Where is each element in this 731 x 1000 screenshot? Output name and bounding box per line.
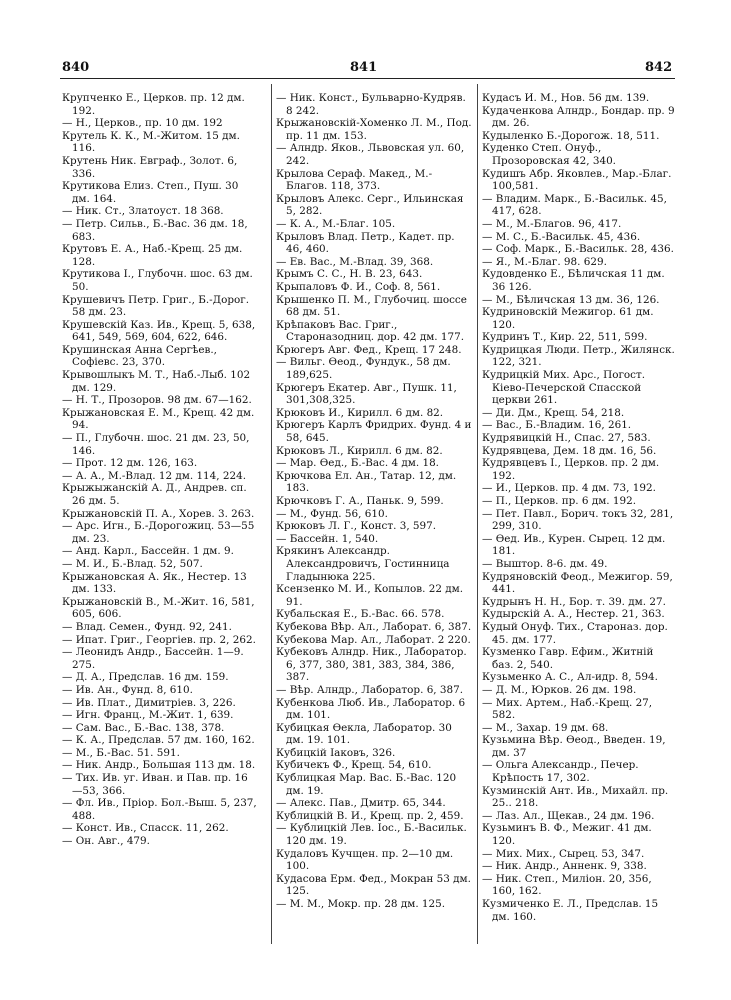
- directory-entry: Кубекова Мар. Ал., Лаборат. 2 220.: [276, 633, 471, 646]
- header-rule: [60, 78, 675, 79]
- directory-entry: Крюгеръ Авг. Фед., Крещ. 17 248.: [276, 343, 462, 356]
- directory-entry: Крутень Ник. Евграф., Золот. 6, 336.: [62, 154, 238, 180]
- directory-entry: Кудрявцева, Дем. 18 дм. 16, 56.: [482, 444, 657, 457]
- directory-entry: — М. И., Б.-Влад. 52, 507.: [62, 557, 203, 570]
- directory-entry: — Н. Т., Прозоров. 98 дм. 67—162.: [62, 394, 252, 407]
- directory-entry: — И., Церков. пр. 4 дм. 73, 192.: [482, 482, 656, 495]
- directory-entry: Кудрицкій Мих. Арс., Погост. Кіево-Печерской Спасской церкви 261.: [482, 369, 646, 407]
- directory-entry: Крутикова Елиз. Степ., Пуш. 30 дм. 164.: [62, 180, 239, 205]
- directory-entry: Кудаловъ Кучщен. пр. 2—10 дм. 100.: [276, 847, 454, 873]
- directory-entry: — Ив. Плат., Димитріев. 3, 226.: [62, 696, 236, 709]
- directory-entry: Крыжановская А. Як., Нестер. 13 дм. 133.: [62, 570, 247, 596]
- directory-entry: Крыпаловъ Ф. И., Соф. 8, 561.: [276, 280, 441, 293]
- directory-entry: Крыжановскій П. А., Хорев. 3. 263.: [62, 507, 255, 520]
- directory-entry: — Лаз. Ал., Щекав., 24 дм. 196.: [482, 809, 655, 822]
- directory-entry: — Д. М., Юрков. 26 дм. 198.: [482, 683, 637, 696]
- directory-entry: Кудрицкая Люди. Петр., Жилянск. 122, 321.: [482, 343, 675, 369]
- directory-entry: Кудриновскій Межигор. 61 дм. 120.: [482, 306, 654, 331]
- directory-entry: — М., Бѣличская 13 дм. 36, 126.: [482, 293, 660, 306]
- directory-entry: Крыжановскій В., М.-Жит. 16, 581, 605, 606.: [62, 595, 255, 621]
- directory-entry: — Анд. Карл., Бассейн. 1 дм. 9.: [62, 545, 234, 558]
- directory-entry: Крыловъ Влад. Петр., Кадет. пр. 46, 460.: [276, 230, 455, 256]
- directory-entry: Кудасъ И. М., Нов. 56 дм. 139.: [482, 92, 650, 104]
- directory-entry: — М., М.-Благов. 96, 417.: [482, 217, 622, 230]
- directory-entry: — Конст. Ив., Спасск. 11, 262.: [62, 822, 229, 835]
- column-divider: [477, 84, 478, 944]
- directory-entry: — Он. Авг., 479.: [62, 835, 150, 848]
- directory-entry: — Алекс. Пав., Дмитр. 65, 344.: [276, 797, 446, 810]
- directory-entry: — Петр. Сильв., Б.-Вас. 36 дм. 18, 683.: [62, 217, 248, 243]
- directory-entry: Кузменко Гавр. Ефим., Житній баз. 2, 540.: [482, 646, 654, 671]
- directory-entry: Крышенко П. М., Глубочиц. шоссе 68 дм. 51.: [276, 293, 467, 319]
- directory-entry: — Ник. Андр., Большая 113 дм. 18.: [62, 759, 256, 772]
- directory-entry: — К. А., М.-Благ. 105.: [276, 217, 396, 230]
- directory-entry: Кузмиченко Е. Л., Предслав. 15 дм. 160.: [482, 898, 659, 923]
- directory-entry: Крюгеръ Карлъ Фридрих. Фунд. 4 и 58, 645.: [276, 419, 472, 445]
- directory-entry: Кудрявцевъ I., Церков. пр. 2 дм. 192.: [482, 457, 660, 482]
- directory-entry: Крылова Сераф. Макед., М.-Благов. 118, 373.: [276, 167, 433, 193]
- directory-entry: — Кублицкій Лев. Іос., Б.-Васильк. 120 дм. 19.: [276, 822, 467, 848]
- directory-entry: Крушевичъ Петр. Григ., Б.-Дорог. 58 дм. 23.: [62, 293, 250, 319]
- directory-entry: — Ник. Степ., Миліон. 20, 356, 160, 162.: [482, 872, 652, 898]
- directory-entry: Крюковъ Л. Г., Конст. 3, 597.: [276, 520, 437, 533]
- directory-entry: Крушинская Анна Сергѣев., Софіевс. 23, 370.: [62, 343, 217, 369]
- directory-entry: Крякинъ Александр. Александровичъ, Гостинница Гладынюка 225.: [276, 545, 450, 583]
- directory-entry: — М., Захар. 19 дм. 68.: [482, 721, 609, 734]
- directory-entry: Кузьминъ В. Ф., Межиг. 41 дм. 120.: [482, 822, 652, 848]
- directory-entry: — Выштор. 8-6. дм. 49.: [482, 557, 608, 570]
- directory-entry: Крюковъ Л., Кирилл. 6 дм. 82.: [276, 444, 443, 457]
- directory-entry: Кудринъ Т., Кир. 22, 511, 599.: [482, 331, 648, 344]
- directory-entry: — Вѣр. Алндр., Лаборатор. 6, 387.: [276, 683, 464, 696]
- directory-entry: Крутель К. К., М.-Житом. 15 дм. 116.: [62, 129, 240, 155]
- column-left: [62, 92, 258, 848]
- directory-entry: Крыжановская Е. М., Крещ. 42 дм. 94.: [62, 406, 255, 432]
- directory-entry: — Ник. Ст., Златоуст. 18 368.: [62, 205, 224, 218]
- directory-entry: — Ев. Вас., М.-Влад. 39, 368.: [276, 255, 434, 268]
- directory-entry: Крутикова I., Глубочн. шос. 63 дм. 50.: [62, 268, 253, 293]
- directory-entry: — Вильг. Өеод., Фундук., 58 дм. 189,625.: [276, 356, 451, 382]
- directory-entry: — Пет. Павл., Борич. токъ 32, 281, 299, 310.: [482, 507, 674, 533]
- directory-entry: — П., Глубочн. шос. 21 дм. 23, 50, 146.: [62, 432, 250, 457]
- directory-entry: Крывошлыкъ М. Т., Наб.-Лыб. 102 дм. 129.: [62, 369, 251, 394]
- directory-entry: — Ди. Дм., Крещ. 54, 218.: [482, 406, 625, 419]
- directory-entry: Ксензенко М. И., Копылов. 22 дм. 91.: [276, 583, 464, 608]
- column-middle: [276, 92, 472, 911]
- page-number-center: 841: [350, 60, 378, 75]
- directory-entry: — Н., Церков., пр. 10 дм. 192: [62, 117, 223, 130]
- directory-entry: — М. С., Б.-Васильк. 45, 436.: [482, 230, 641, 243]
- directory-entry: — Алндр. Яков., Львовская ул. 60, 242.: [276, 142, 465, 167]
- directory-entry: Крюковъ И., Кирилл. 6 дм. 82.: [276, 406, 444, 419]
- directory-entry: Кубичекъ Ф., Крещ. 54, 610.: [276, 759, 432, 772]
- directory-entry: Кудырскій А. А., Нестер. 21, 363.: [482, 608, 665, 621]
- column-right: [482, 92, 678, 923]
- directory-entry: Кубекова Вѣр. Ал., Лаборат. 6, 387.: [276, 620, 472, 633]
- directory-entry: — Мих. Мих., Сырец. 53, 347.: [482, 847, 645, 860]
- directory-entry: Крюгеръ Екатер. Авг., Пушк. 11, 301,308,325.: [276, 381, 457, 407]
- directory-entry: — Ник. Андр., Анненк. 9, 338.: [482, 860, 647, 873]
- directory-entry: Кудрявицкій Н., Спас. 27, 583.: [482, 432, 651, 445]
- page-number-right: 842: [645, 60, 673, 75]
- directory-entry: Кузьменко А. С., Ал-идр. 8, 594.: [482, 671, 658, 684]
- directory-entry: — Ипат. Григ., Георгіев. пр. 2, 262.: [62, 633, 256, 646]
- column-divider: [271, 84, 272, 944]
- directory-entry: Кудишъ Абр. Яковлев., Мар.-Благ. 100,581.: [482, 167, 672, 193]
- directory-entry: — Прот. 12 дм. 126, 163.: [62, 457, 198, 470]
- directory-entry: Кудасова Ерм. Фед., Мокран 53 дм. 125.: [276, 872, 471, 898]
- directory-entry: — Мар. Өед., Б.-Вас. 4 дм. 18.: [276, 457, 439, 470]
- directory-entry: — Вас., Б.-Владим. 16, 261.: [482, 419, 632, 432]
- directory-entry: — Бассейн. 1, 540.: [276, 532, 379, 545]
- directory-entry: Кудаченкова Алндр., Бондар. пр. 9 дм. 26.: [482, 104, 675, 130]
- directory-entry: Крыжановскій-Хоменко Л. М., Под. пр. 11 дм. 153.: [276, 117, 472, 142]
- directory-entry: — М., Фунд. 56, 610.: [276, 507, 388, 520]
- directory-entry: Крючковъ Г. А., Паньк. 9, 599.: [276, 495, 444, 507]
- directory-entry: Кублицкій В. И., Крещ. пр. 2, 459.: [276, 809, 464, 822]
- directory-entry: — Фл. Ив., Пріор. Бол.-Выш. 5, 237, 488.: [62, 797, 257, 822]
- directory-entry: Кубенкова Люб. Ив., Лаборатор. 6 дм. 101.: [276, 696, 466, 722]
- directory-entry: — Тих. Ив. уг. Иван. и Пав. пр. 16—53, 366.: [62, 772, 248, 797]
- directory-entry: Крупченко Е., Церков. пр. 12 дм. 192.: [62, 92, 245, 117]
- directory-entry: — Владим. Марк., Б.-Васильк. 45, 417, 628.: [482, 192, 667, 218]
- directory-entry: Кубицкій Іаковъ, 326.: [276, 746, 396, 759]
- directory-entry: Крушевскій Каз. Ив., Крещ. 5, 638, 641, 549, 569, 604, 622, 646.: [62, 318, 256, 344]
- directory-entry: Кудряновскій Феод., Межигор. 59, 441.: [482, 570, 673, 596]
- directory-entry: — А. А., М.-Влад. 12 дм. 114, 224.: [62, 469, 247, 482]
- directory-entry: — Арс. Игн., Б.-Дорогожиц. 53—55 дм. 23.: [62, 520, 255, 545]
- directory-entry: Кудыленко Б.-Дорогож. 18, 511.: [482, 129, 660, 142]
- directory-entry: Кубековъ Алндр. Ник., Лаборатор. 6, 377, 380, 381, 383, 384, 386, 387.: [276, 646, 467, 684]
- directory-entry: Крымъ С. С., Н. В. 23, 643.: [276, 268, 423, 281]
- directory-entry: — Өед. Ив., Курен. Сырец. 12 дм. 181.: [482, 532, 666, 558]
- directory-entry: Кудый Онуф. Тих., Староназ. дор. 45. дм. 177.: [482, 620, 668, 646]
- directory-entry: — Соф. Марк., Б.-Васильк. 28, 436.: [482, 243, 674, 256]
- directory-entry: — Я., М.-Благ. 98. 629.: [482, 255, 607, 268]
- directory-entry: Крутовъ Е. А., Наб.-Крещ. 25 дм. 128.: [62, 243, 243, 268]
- directory-entry: — Ольга Александр., Печер. Крѣпость 17, 302.: [482, 759, 639, 785]
- directory-entry: — Сам. Вас., Б.-Вас. 138, 378.: [62, 721, 225, 734]
- page-number-left: 840: [62, 60, 90, 75]
- directory-entry: Кудрынъ Н. Н., Бор. т. 39. дм. 27.: [482, 595, 666, 608]
- directory-entry: Кудовденко Е., Бѣличская 11 дм. 36 126.: [482, 268, 665, 293]
- directory-entry: — Игн. Франц., М.-Жит. 1, 639.: [62, 709, 234, 722]
- directory-entry: Кублицкая Мар. Вас. Б.-Вас. 120 дм. 19.: [276, 772, 457, 797]
- directory-entry: Крыловъ Алекс. Серг., Ильинская 5, 282.: [276, 192, 464, 218]
- directory-entry: Кузминскій Ант. Ив., Михайл. пр. 25.. 218.: [482, 784, 669, 810]
- directory-entry: — П., Церков. пр. 6 дм. 192.: [482, 495, 637, 507]
- directory-entry: Куденко Степ. Онуф., Прозоровская 42, 340.: [482, 142, 616, 167]
- directory-entry: — Мих. Артем., Наб.-Крещ. 27, 582.: [482, 696, 653, 722]
- directory-entry: Кузьмина Вѣр. Өеод., Введен. 19, дм. 37: [482, 734, 666, 759]
- directory-entry: — Влад. Семен., Фунд. 92, 241.: [62, 620, 232, 633]
- directory-entry: Кубицкая Өекла, Лаборатор. 30 дм. 19. 101.: [276, 721, 452, 747]
- directory-entry: — Ник. Конст., Бульварно-Кудряв. 8 242.: [276, 92, 466, 117]
- directory-entry: Крыжыжанскій А. Д., Андрев. сп. 26 дм. 5.: [62, 482, 247, 507]
- directory-entry: Кубальская Е., Б.-Вас. 66. 578.: [276, 608, 445, 621]
- directory-entry: — Ив. Ан., Фунд. 8, 610.: [62, 683, 193, 696]
- directory-entry: — К. А., Предслав. 57 дм. 160, 162.: [62, 734, 255, 747]
- directory-entry: Крѣпаковъ Вас. Григ., Староназодниц. дор. 42 дм. 177.: [276, 318, 465, 344]
- directory-entry: Крючкова Ел. Ан., Татар. 12, дм. 183.: [276, 469, 457, 495]
- directory-entry: — Д. А., Предслав. 16 дм. 159.: [62, 671, 229, 684]
- directory-entry: — М. М., Мокр. пр. 28 дм. 125.: [276, 898, 446, 910]
- directory-entry: — Леонидъ Андр., Бассейн. 1—9. 275.: [62, 646, 244, 671]
- directory-entry: — М., Б.-Вас. 51. 591.: [62, 746, 180, 759]
